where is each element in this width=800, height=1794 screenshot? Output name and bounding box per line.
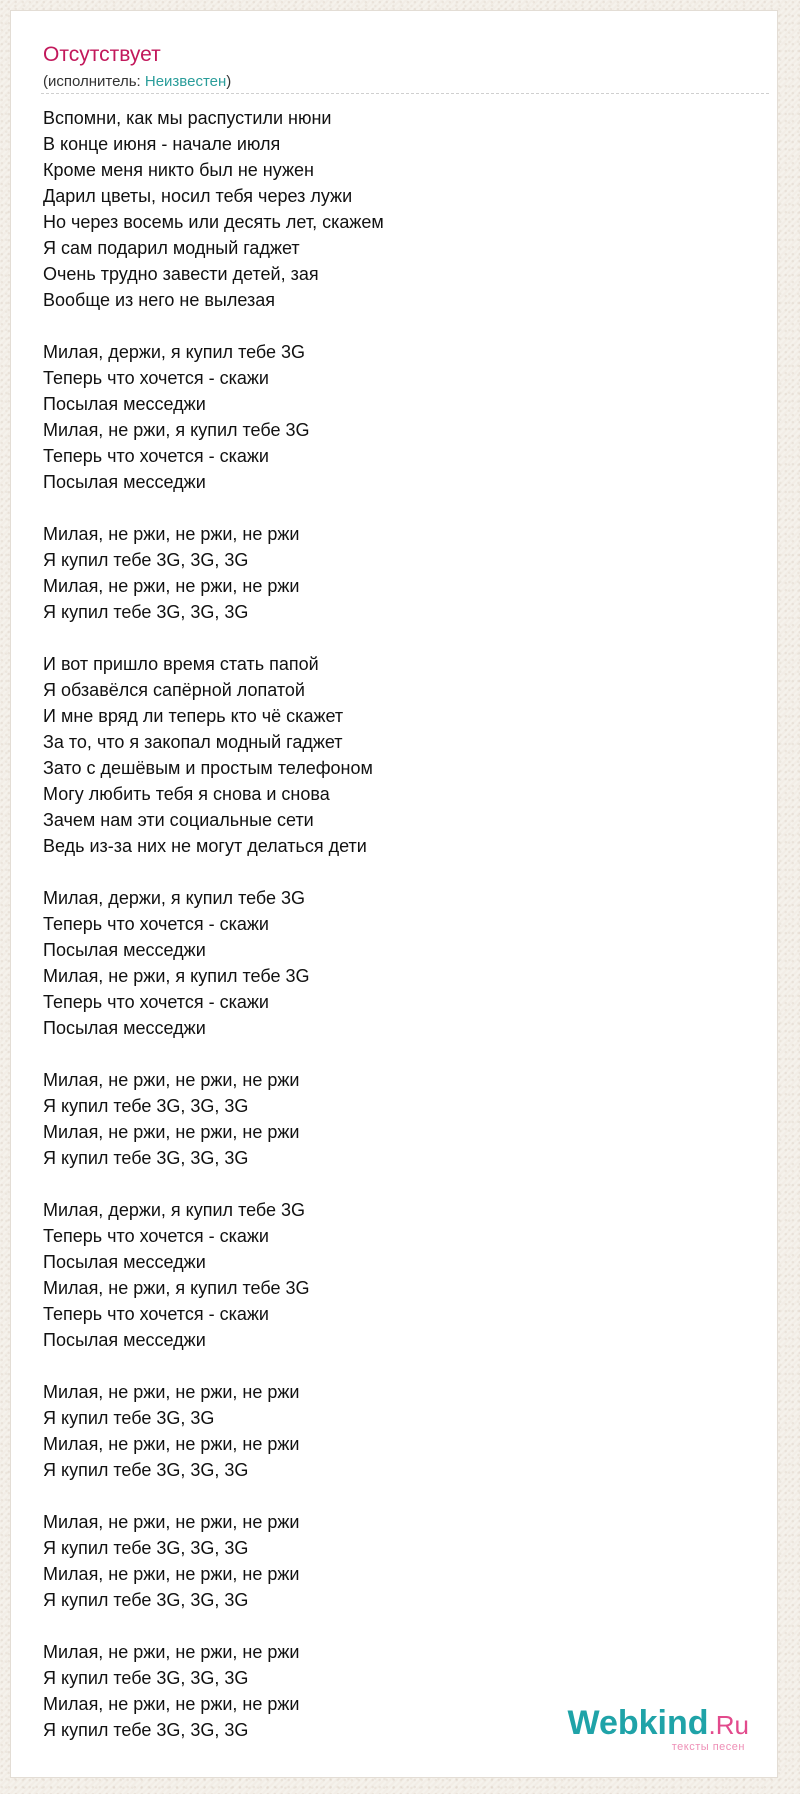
- lyric-line: Посылая месседжи: [43, 394, 206, 414]
- lyric-line: За то, что я закопал модный гаджет: [43, 732, 343, 752]
- lyric-line: Посылая месседжи: [43, 1018, 206, 1038]
- lyric-line: Я купил тебе 3G, 3G, 3G: [43, 1538, 249, 1558]
- lyric-line: Кроме меня никто был не нужен: [43, 160, 314, 180]
- header-divider: [41, 93, 769, 94]
- lyric-line: Я купил тебе 3G, 3G, 3G: [43, 1668, 249, 1688]
- lyrics-stanza: [43, 521, 763, 625]
- lyric-line: Теперь что хочется - скажи: [43, 1226, 269, 1246]
- lyric-line: Милая, не ржи, я купил тебе 3G: [43, 420, 310, 440]
- lyric-line: Теперь что хочется - скажи: [43, 1304, 269, 1324]
- lyric-line: Я купил тебе 3G, 3G, 3G: [43, 1590, 249, 1610]
- lyrics-card: [10, 10, 778, 1778]
- lyric-line: Милая, не ржи, я купил тебе 3G: [43, 966, 310, 986]
- lyric-line: Милая, не ржи, не ржи, не ржи: [43, 1070, 300, 1090]
- lyric-line: Но через восемь или десять лет, скажем: [43, 212, 384, 232]
- lyric-line: Дарил цветы, носил тебя через лужи: [43, 186, 353, 206]
- lyrics-body: [43, 105, 763, 1743]
- lyric-line: Я купил тебе 3G, 3G: [43, 1408, 215, 1428]
- lyric-line: Милая, не ржи, не ржи, не ржи: [43, 1434, 300, 1454]
- lyric-line: Зато с дешёвым и простым телефоном: [43, 758, 373, 778]
- lyric-line: Милая, не ржи, не ржи, не ржи: [43, 1122, 300, 1142]
- lyrics-stanza: [43, 339, 763, 495]
- lyric-line: Посылая месседжи: [43, 1330, 206, 1350]
- lyrics-stanza: [43, 651, 763, 859]
- lyric-line: Я купил тебе 3G, 3G, 3G: [43, 602, 249, 622]
- lyric-line: И вот пришло время стать папой: [43, 654, 319, 674]
- lyrics-stanza: [43, 1379, 763, 1483]
- lyric-line: Милая, держи, я купил тебе 3G: [43, 342, 306, 362]
- lyric-line: Милая, не ржи, я купил тебе 3G: [43, 1278, 310, 1298]
- artist-suffix: ): [226, 73, 232, 90]
- lyric-line: Теперь что хочется - скажи: [43, 368, 269, 388]
- lyric-line: Посылая месседжи: [43, 472, 206, 492]
- lyric-line: Я купил тебе 3G, 3G, 3G: [43, 1148, 249, 1168]
- lyrics-stanza: [43, 885, 763, 1041]
- lyric-line: Теперь что хочется - скажи: [43, 992, 269, 1012]
- lyric-line: Милая, не ржи, не ржи, не ржи: [43, 1512, 300, 1532]
- lyrics-stanza: [43, 1509, 763, 1613]
- lyric-line: Я обзавёлся сапёрной лопатой: [43, 680, 305, 700]
- lyric-line: Посылая месседжи: [43, 1252, 206, 1272]
- lyric-line: Я купил тебе 3G, 3G, 3G: [43, 550, 249, 570]
- lyric-line: Милая, не ржи, не ржи, не ржи: [43, 1694, 300, 1714]
- lyric-line: Милая, не ржи, не ржи, не ржи: [43, 1382, 300, 1402]
- lyric-line: Милая, не ржи, не ржи, не ржи: [43, 524, 300, 544]
- lyric-line: Я сам подарил модный гаджет: [43, 238, 300, 258]
- lyric-line: Я купил тебе 3G, 3G, 3G: [43, 1096, 249, 1116]
- lyric-line: Зачем нам эти социальные сети: [43, 810, 314, 830]
- lyrics-stanza: [43, 1197, 763, 1353]
- brand-suffix: .Ru: [708, 1710, 749, 1740]
- brand-tagline: тексты песен: [671, 1741, 745, 1753]
- lyric-line: Милая, держи, я купил тебе 3G: [43, 1200, 306, 1220]
- lyrics-stanza: [43, 1067, 763, 1171]
- lyric-line: Милая, не ржи, не ржи, не ржи: [43, 576, 300, 596]
- lyric-line: Я купил тебе 3G, 3G, 3G: [43, 1460, 249, 1480]
- lyric-line: Ведь из-за них не могут делаться дети: [43, 836, 367, 856]
- song-title: Отсутствует: [43, 43, 161, 66]
- lyrics-stanza: [43, 105, 763, 313]
- lyric-line: Я купил тебе 3G, 3G, 3G: [43, 1720, 249, 1740]
- lyric-line: Милая, держи, я купил тебе 3G: [43, 888, 306, 908]
- brand-logo: [567, 1705, 749, 1743]
- lyric-line: Теперь что хочется - скажи: [43, 446, 269, 466]
- lyric-line: Очень трудно завести детей, зая: [43, 264, 319, 284]
- lyric-line: И мне вряд ли теперь кто чё скажет: [43, 706, 344, 726]
- lyric-line: Могу любить тебя я снова и снова: [43, 784, 330, 804]
- site-watermark: [539, 1705, 749, 1753]
- lyric-line: Теперь что хочется - скажи: [43, 914, 269, 934]
- lyric-line: Посылая месседжи: [43, 940, 206, 960]
- brand-name: Webkind: [567, 1704, 709, 1742]
- artist-prefix: (исполнитель:: [43, 73, 145, 90]
- lyric-line: Вспомни, как мы распустили нюни: [43, 108, 332, 128]
- artist-line: [43, 73, 231, 91]
- lyric-line: Вообще из него не вылезая: [43, 290, 275, 310]
- lyric-line: В конце июня - начале июля: [43, 134, 281, 154]
- lyric-line: Милая, не ржи, не ржи, не ржи: [43, 1642, 300, 1662]
- lyric-line: Милая, не ржи, не ржи, не ржи: [43, 1564, 300, 1584]
- artist-link[interactable]: Неизвестен: [144, 73, 227, 90]
